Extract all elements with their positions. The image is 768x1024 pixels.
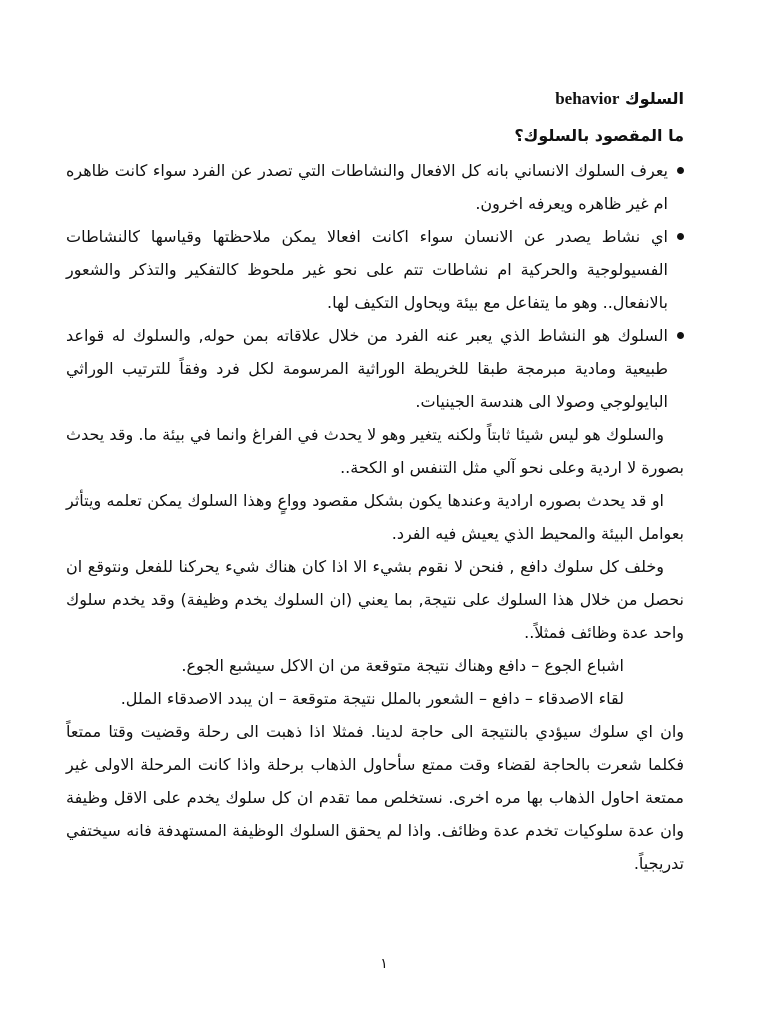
paragraph: او قد يحدث بصوره ارادية وعندها يكون بشكل مقصود وواعٍ وهذا السلوك يمكن تعلمه ويتأثر بعوامل البيئة والمحيط الذي يعيش فيه الفرد. <box>66 491 684 543</box>
title-arabic: السلوك <box>625 89 684 108</box>
title-english: behavior <box>555 89 620 108</box>
paragraph: وخلف كل سلوك دافع , فنحن لا نقوم بشيء الا اذا كان هناك شيء يحركنا للفعل ونتوقع ان نحصل من خلال هذا السلوك على نتيجة, بما يعني (ان السلوك يخدم وظيفة) وقد يخدم سلوك واحد عدة وظائف فمثلاً.. <box>66 557 684 642</box>
document-body <box>66 80 684 880</box>
example-line: اشباع الجوع – دافع وهناك نتيجة متوقعة من ان الاكل سيشبع الجوع. <box>181 656 624 675</box>
document-title <box>66 80 684 118</box>
definition-item: اي نشاط يصدر عن الانسان سواء اكانت افعالا يمكن ملاحظتها وقياسها كالنشاطات الفسيولوجية والحركية ام نشاطات تتم على نحو غير ملحوظ كالتفكير والتذكر والشعور بالانفعال.. وهو ما يتفاعل مع بيئة ويحاول التكيف لها. <box>66 220 684 319</box>
definition-item: يعرف السلوك الانساني بانه كل الافعال والنشاطات التي تصدر عن الفرد سواء كانت ظاهره ام غير ظاهره ويعرفه اخرون. <box>66 154 684 220</box>
example-line: لقاء الاصدقاء – دافع – الشعور بالملل نتيجة متوقعة – ان يبدد الاصدقاء الملل. <box>120 689 624 708</box>
definition-item: السلوك هو النشاط الذي يعبر عنه الفرد من خلال علاقاته بمن حوله, والسلوك له قواعد طبيعية ومادية مبرمجة طبقا للخريطة الوراثية المرسومة لكل فرد وفقاً للترتيب الوراثي البايولوجي وصولا الى هندسة الجينيات. <box>66 319 684 418</box>
paragraph: وان اي سلوك سيؤدي بالنتيجة الى حاجة لدينا. فمثلا اذا ذهبت الى رحلة وقضيت وقتا ممتعاً فكلما شعرت بالحاجة لقضاء وقت ممتع سأحاول الذهاب برحلة واذا كانت المرحلة الاولى غير ممتعة احاول الذهاب بها مره اخرى. نستخلص مما تقدم ان كل سلوك يخدم على الاقل وظيفة وان عدة سلوكيات تخدم عدة وظائف. واذا لم يحقق السلوك الوظيفة المستهدفة فانه سيختفي تدريجياً. <box>66 722 684 873</box>
definition-list <box>66 154 684 418</box>
section-question: ما المقصود بالسلوك؟ <box>514 126 684 145</box>
paragraph: والسلوك هو ليس شيئا ثابتاً ولكنه يتغير وهو لا يحدث في الفراغ وانما في بيئة ما. وقد يحدث بصورة لا اردية وعلى نحو آلي مثل التنفس او الكحة.. <box>66 425 684 477</box>
page-number: ١ <box>380 956 388 972</box>
